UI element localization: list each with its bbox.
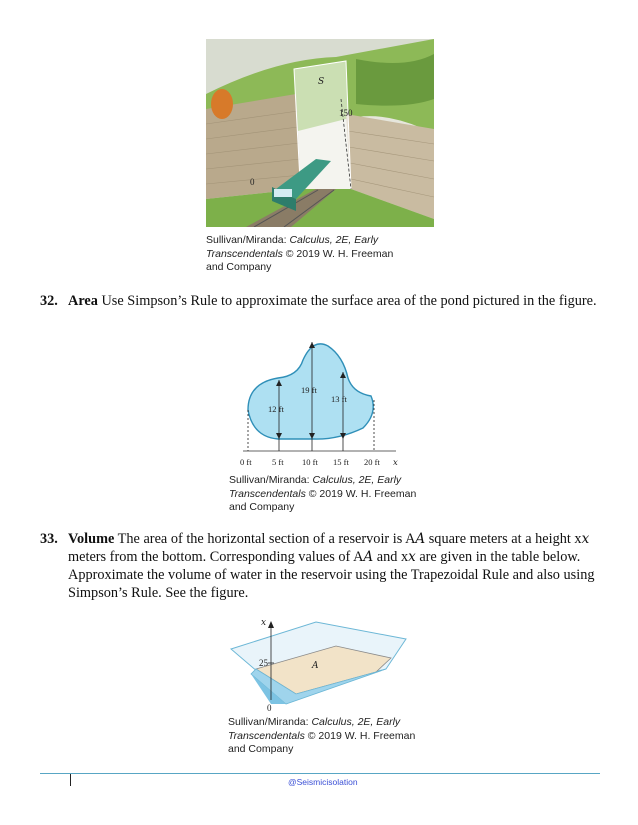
reservoir-figure [226, 614, 411, 716]
problem-number: 33. [40, 531, 58, 547]
tick-10ft: 10 ft [302, 457, 318, 467]
problem-text: Use Simpson’s Rule to approximate the surface area of the pond pictured in the figure. [97, 293, 597, 309]
footer-tick [70, 774, 71, 786]
tick-5ft: 5 ft [272, 457, 284, 467]
footer-rule [40, 773, 600, 774]
label-zero: 0 [250, 177, 255, 187]
tick-20ft: 20 ft [364, 457, 380, 467]
measure-12ft: 12 ft [268, 404, 284, 414]
measure-19ft: 19 ft [301, 385, 317, 395]
tick-15ft: 15 ft [333, 457, 349, 467]
problem-32 [40, 292, 600, 310]
section-label-s: S [318, 77, 325, 87]
problem-number: 32. [40, 293, 58, 309]
label-150: 150 [339, 108, 353, 118]
pond-figure [228, 338, 408, 474]
label-zero: 0 [267, 703, 272, 713]
figure-credit-2: Sullivan/Miranda: Calculus, 2E, Early Transcendentals © 2019 W. H. Freeman and Company [229, 474, 417, 513]
figure-credit-1: Sullivan/Miranda: Calculus, 2E, Early Transcendentals © 2019 W. H. Freeman and Company [206, 234, 394, 273]
watermark: @Seismicisolation [288, 777, 358, 787]
axis-label-x: x [393, 458, 398, 468]
axis-label-x: x [261, 618, 267, 628]
problem-33: 33. Volume The area of the horizontal section of a reservoir is AA square meters at a height xx meters from the bottom. Corresponding values of AA and xx are given in the table below. Approximate the volume of water in the reservoir using the Trapezoidal Rule and also using Simpson’s Rule. See the figure. [40, 531, 595, 601]
tunnel-figure [206, 39, 434, 227]
label-25: 25 [259, 658, 268, 668]
tick-0ft: 0 ft [240, 457, 252, 467]
problem-keyword: Area [68, 293, 98, 309]
problem-keyword: Volume [68, 531, 115, 547]
area-label-a: A [312, 661, 319, 671]
measure-13ft: 13 ft [331, 394, 347, 404]
figure-credit-3: Sullivan/Miranda: Calculus, 2E, Early Transcendentals © 2019 W. H. Freeman and Company [228, 716, 416, 755]
